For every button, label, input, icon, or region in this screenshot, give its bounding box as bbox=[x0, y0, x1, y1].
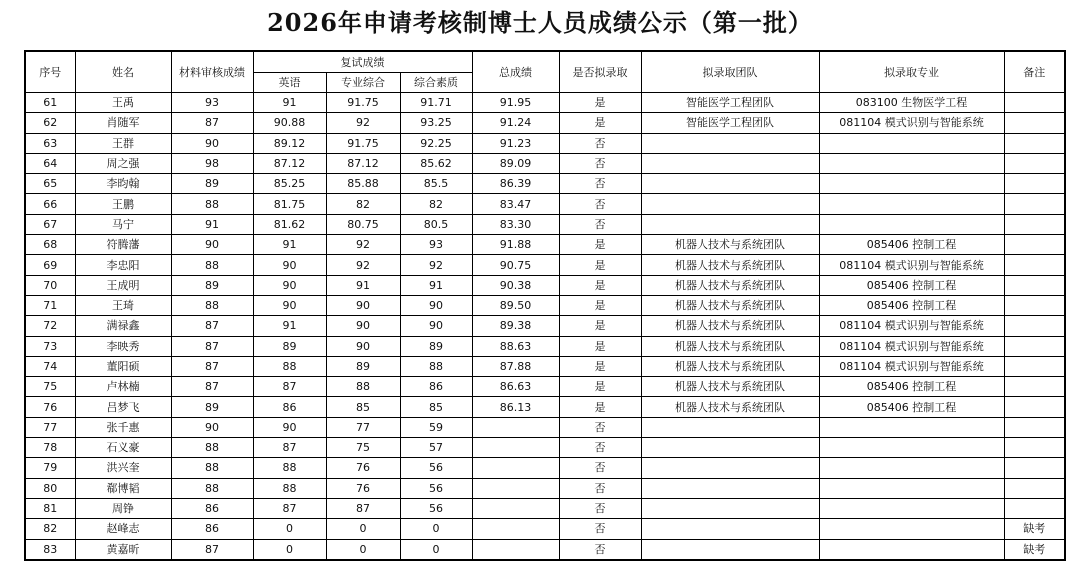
cell-seq: 74 bbox=[25, 356, 75, 376]
cell-team: 机器人技术与系统团队 bbox=[641, 356, 819, 376]
cell-team bbox=[641, 458, 819, 478]
table-row bbox=[25, 255, 1065, 275]
cell-seq: 66 bbox=[25, 194, 75, 214]
cell-admit: 是 bbox=[559, 235, 641, 255]
cell-name: 王琦 bbox=[75, 295, 171, 315]
cell-team: 机器人技术与系统团队 bbox=[641, 295, 819, 315]
cell-team: 机器人技术与系统团队 bbox=[641, 336, 819, 356]
cell-program bbox=[819, 539, 1004, 560]
table-row bbox=[25, 93, 1065, 113]
cell-name: 王鹏 bbox=[75, 194, 171, 214]
cell-program bbox=[819, 498, 1004, 518]
cell-seq: 80 bbox=[25, 478, 75, 498]
cell-material: 89 bbox=[171, 397, 253, 417]
cell-quality: 82 bbox=[400, 194, 472, 214]
header-team: 拟录取团队 bbox=[641, 51, 819, 93]
cell-major: 91 bbox=[326, 275, 400, 295]
cell-name: 周铮 bbox=[75, 498, 171, 518]
cell-seq: 67 bbox=[25, 214, 75, 234]
page-title: 2026年申请考核制博士人员成绩公示（第一批） bbox=[267, 8, 813, 37]
cell-remark bbox=[1004, 438, 1065, 458]
table-row bbox=[25, 438, 1065, 458]
table-row bbox=[25, 174, 1065, 194]
cell-english: 90.88 bbox=[253, 113, 326, 133]
cell-team: 机器人技术与系统团队 bbox=[641, 377, 819, 397]
cell-name: 肖随军 bbox=[75, 113, 171, 133]
cell-program bbox=[819, 478, 1004, 498]
cell-admit: 是 bbox=[559, 275, 641, 295]
cell-material: 88 bbox=[171, 295, 253, 315]
cell-material: 88 bbox=[171, 255, 253, 275]
cell-name: 黄嘉昕 bbox=[75, 539, 171, 560]
table-row bbox=[25, 397, 1065, 417]
cell-program: 081104 模式识别与智能系统 bbox=[819, 316, 1004, 336]
table-row bbox=[25, 417, 1065, 437]
cell-admit: 是 bbox=[559, 93, 641, 113]
cell-english: 0 bbox=[253, 519, 326, 539]
cell-seq: 61 bbox=[25, 93, 75, 113]
cell-program: 085406 控制工程 bbox=[819, 397, 1004, 417]
cell-material: 89 bbox=[171, 174, 253, 194]
cell-english: 91 bbox=[253, 93, 326, 113]
cell-name: 王群 bbox=[75, 133, 171, 153]
cell-program bbox=[819, 153, 1004, 173]
table-row bbox=[25, 316, 1065, 336]
cell-english: 87 bbox=[253, 498, 326, 518]
table-row bbox=[25, 275, 1065, 295]
cell-admit: 否 bbox=[559, 174, 641, 194]
cell-material: 88 bbox=[171, 478, 253, 498]
cell-english: 81.75 bbox=[253, 194, 326, 214]
cell-material: 86 bbox=[171, 519, 253, 539]
results-table bbox=[24, 50, 1066, 561]
cell-remark bbox=[1004, 498, 1065, 518]
cell-english: 90 bbox=[253, 275, 326, 295]
cell-program bbox=[819, 214, 1004, 234]
cell-quality: 85.62 bbox=[400, 153, 472, 173]
cell-remark bbox=[1004, 458, 1065, 478]
cell-program bbox=[819, 194, 1004, 214]
cell-program bbox=[819, 458, 1004, 478]
cell-program: 081104 模式识别与智能系统 bbox=[819, 255, 1004, 275]
cell-remark bbox=[1004, 194, 1065, 214]
cell-quality: 91 bbox=[400, 275, 472, 295]
cell-admit: 是 bbox=[559, 356, 641, 376]
header-material: 材料审核成绩 bbox=[171, 51, 253, 93]
cell-name: 吕梦飞 bbox=[75, 397, 171, 417]
cell-major: 92 bbox=[326, 113, 400, 133]
cell-total: 88.63 bbox=[472, 336, 559, 356]
cell-admit: 否 bbox=[559, 539, 641, 560]
table-body bbox=[25, 93, 1065, 560]
cell-total: 89.09 bbox=[472, 153, 559, 173]
cell-material: 89 bbox=[171, 275, 253, 295]
cell-quality: 0 bbox=[400, 519, 472, 539]
cell-major: 92 bbox=[326, 235, 400, 255]
cell-quality: 93 bbox=[400, 235, 472, 255]
cell-english: 86 bbox=[253, 397, 326, 417]
cell-major: 0 bbox=[326, 519, 400, 539]
table-row bbox=[25, 498, 1065, 518]
cell-total bbox=[472, 438, 559, 458]
cell-quality: 90 bbox=[400, 295, 472, 315]
cell-remark bbox=[1004, 153, 1065, 173]
cell-name: 马宁 bbox=[75, 214, 171, 234]
cell-seq: 72 bbox=[25, 316, 75, 336]
table-row bbox=[25, 214, 1065, 234]
cell-seq: 76 bbox=[25, 397, 75, 417]
cell-quality: 91.71 bbox=[400, 93, 472, 113]
cell-major: 90 bbox=[326, 295, 400, 315]
cell-english: 87.12 bbox=[253, 153, 326, 173]
cell-material: 90 bbox=[171, 235, 253, 255]
cell-name: 郗博韬 bbox=[75, 478, 171, 498]
cell-remark bbox=[1004, 235, 1065, 255]
cell-program: 085406 控制工程 bbox=[819, 275, 1004, 295]
cell-major: 87.12 bbox=[326, 153, 400, 173]
cell-admit: 否 bbox=[559, 519, 641, 539]
cell-seq: 81 bbox=[25, 498, 75, 518]
cell-total bbox=[472, 539, 559, 560]
cell-english: 88 bbox=[253, 478, 326, 498]
cell-team: 智能医学工程团队 bbox=[641, 93, 819, 113]
cell-major: 0 bbox=[326, 539, 400, 560]
cell-admit: 否 bbox=[559, 214, 641, 234]
cell-team bbox=[641, 194, 819, 214]
header-english: 英语 bbox=[253, 73, 326, 93]
cell-admit: 是 bbox=[559, 255, 641, 275]
header-name: 姓名 bbox=[75, 51, 171, 93]
cell-team: 机器人技术与系统团队 bbox=[641, 275, 819, 295]
cell-team bbox=[641, 539, 819, 560]
cell-name: 卢林楠 bbox=[75, 377, 171, 397]
cell-seq: 78 bbox=[25, 438, 75, 458]
cell-english: 91 bbox=[253, 235, 326, 255]
cell-admit: 否 bbox=[559, 194, 641, 214]
cell-remark bbox=[1004, 316, 1065, 336]
cell-quality: 56 bbox=[400, 498, 472, 518]
cell-remark bbox=[1004, 133, 1065, 153]
cell-major: 85.88 bbox=[326, 174, 400, 194]
cell-name: 李映秀 bbox=[75, 336, 171, 356]
cell-major: 89 bbox=[326, 356, 400, 376]
cell-total: 91.23 bbox=[472, 133, 559, 153]
table-row bbox=[25, 478, 1065, 498]
cell-quality: 59 bbox=[400, 417, 472, 437]
cell-name: 石义豪 bbox=[75, 438, 171, 458]
cell-admit: 否 bbox=[559, 133, 641, 153]
cell-english: 81.62 bbox=[253, 214, 326, 234]
cell-remark bbox=[1004, 214, 1065, 234]
cell-program: 083100 生物医学工程 bbox=[819, 93, 1004, 113]
header-admit: 是否拟录取 bbox=[559, 51, 641, 93]
cell-english: 90 bbox=[253, 417, 326, 437]
cell-total: 86.13 bbox=[472, 397, 559, 417]
table-row bbox=[25, 235, 1065, 255]
cell-remark bbox=[1004, 174, 1065, 194]
cell-admit: 否 bbox=[559, 153, 641, 173]
table-row bbox=[25, 153, 1065, 173]
cell-total bbox=[472, 458, 559, 478]
cell-major: 76 bbox=[326, 478, 400, 498]
cell-quality: 56 bbox=[400, 478, 472, 498]
cell-seq: 70 bbox=[25, 275, 75, 295]
cell-major: 88 bbox=[326, 377, 400, 397]
cell-material: 93 bbox=[171, 93, 253, 113]
cell-seq: 79 bbox=[25, 458, 75, 478]
cell-admit: 是 bbox=[559, 377, 641, 397]
cell-material: 90 bbox=[171, 417, 253, 437]
table-row bbox=[25, 295, 1065, 315]
cell-total: 89.50 bbox=[472, 295, 559, 315]
cell-name: 符腾藩 bbox=[75, 235, 171, 255]
cell-total: 91.95 bbox=[472, 93, 559, 113]
cell-major: 90 bbox=[326, 336, 400, 356]
table-row bbox=[25, 113, 1065, 133]
cell-admit: 否 bbox=[559, 478, 641, 498]
cell-major: 77 bbox=[326, 417, 400, 437]
cell-team bbox=[641, 174, 819, 194]
cell-total: 90.38 bbox=[472, 275, 559, 295]
table-row bbox=[25, 539, 1065, 560]
cell-total: 87.88 bbox=[472, 356, 559, 376]
cell-name: 董阳硕 bbox=[75, 356, 171, 376]
table-row bbox=[25, 519, 1065, 539]
cell-seq: 83 bbox=[25, 539, 75, 560]
table-row bbox=[25, 458, 1065, 478]
cell-remark bbox=[1004, 478, 1065, 498]
cell-quality: 0 bbox=[400, 539, 472, 560]
cell-name: 王成明 bbox=[75, 275, 171, 295]
cell-major: 80.75 bbox=[326, 214, 400, 234]
cell-major: 91.75 bbox=[326, 93, 400, 113]
cell-quality: 80.5 bbox=[400, 214, 472, 234]
cell-remark bbox=[1004, 295, 1065, 315]
table-row bbox=[25, 194, 1065, 214]
cell-program bbox=[819, 417, 1004, 437]
cell-total: 83.47 bbox=[472, 194, 559, 214]
cell-team bbox=[641, 133, 819, 153]
table-row bbox=[25, 336, 1065, 356]
cell-total: 91.24 bbox=[472, 113, 559, 133]
cell-material: 87 bbox=[171, 113, 253, 133]
header-program: 拟录取专业 bbox=[819, 51, 1004, 93]
cell-major: 82 bbox=[326, 194, 400, 214]
cell-admit: 是 bbox=[559, 397, 641, 417]
cell-english: 89.12 bbox=[253, 133, 326, 153]
cell-material: 88 bbox=[171, 438, 253, 458]
cell-major: 90 bbox=[326, 316, 400, 336]
cell-program bbox=[819, 133, 1004, 153]
cell-remark bbox=[1004, 255, 1065, 275]
cell-team bbox=[641, 417, 819, 437]
cell-team bbox=[641, 438, 819, 458]
cell-quality: 89 bbox=[400, 336, 472, 356]
cell-admit: 是 bbox=[559, 295, 641, 315]
header-remark: 备注 bbox=[1004, 51, 1065, 93]
cell-english: 88 bbox=[253, 458, 326, 478]
cell-name: 李昀翰 bbox=[75, 174, 171, 194]
cell-program bbox=[819, 438, 1004, 458]
cell-major: 87 bbox=[326, 498, 400, 518]
cell-remark bbox=[1004, 397, 1065, 417]
cell-program: 085406 控制工程 bbox=[819, 377, 1004, 397]
cell-material: 88 bbox=[171, 458, 253, 478]
cell-major: 75 bbox=[326, 438, 400, 458]
cell-remark bbox=[1004, 93, 1065, 113]
header-total: 总成绩 bbox=[472, 51, 559, 93]
cell-english: 91 bbox=[253, 316, 326, 336]
cell-major: 85 bbox=[326, 397, 400, 417]
header-quality: 综合素质 bbox=[400, 73, 472, 93]
cell-english: 90 bbox=[253, 295, 326, 315]
cell-total bbox=[472, 519, 559, 539]
cell-total: 86.39 bbox=[472, 174, 559, 194]
cell-english: 0 bbox=[253, 539, 326, 560]
cell-english: 90 bbox=[253, 255, 326, 275]
cell-total: 90.75 bbox=[472, 255, 559, 275]
cell-team bbox=[641, 478, 819, 498]
cell-material: 87 bbox=[171, 336, 253, 356]
cell-quality: 92.25 bbox=[400, 133, 472, 153]
cell-remark bbox=[1004, 336, 1065, 356]
table-row bbox=[25, 356, 1065, 376]
cell-seq: 77 bbox=[25, 417, 75, 437]
cell-total bbox=[472, 478, 559, 498]
cell-total: 89.38 bbox=[472, 316, 559, 336]
cell-major: 91.75 bbox=[326, 133, 400, 153]
cell-seq: 69 bbox=[25, 255, 75, 275]
cell-remark: 缺考 bbox=[1004, 539, 1065, 560]
cell-team bbox=[641, 214, 819, 234]
cell-total bbox=[472, 417, 559, 437]
cell-admit: 否 bbox=[559, 498, 641, 518]
cell-quality: 85.5 bbox=[400, 174, 472, 194]
cell-quality: 93.25 bbox=[400, 113, 472, 133]
header-seq: 序号 bbox=[25, 51, 75, 93]
table-row bbox=[25, 133, 1065, 153]
cell-material: 90 bbox=[171, 133, 253, 153]
cell-seq: 62 bbox=[25, 113, 75, 133]
cell-admit: 否 bbox=[559, 438, 641, 458]
cell-english: 85.25 bbox=[253, 174, 326, 194]
cell-seq: 73 bbox=[25, 336, 75, 356]
cell-admit: 否 bbox=[559, 458, 641, 478]
cell-major: 76 bbox=[326, 458, 400, 478]
cell-quality: 85 bbox=[400, 397, 472, 417]
cell-program bbox=[819, 519, 1004, 539]
header-major: 专业综合 bbox=[326, 73, 400, 93]
cell-program: 081104 模式识别与智能系统 bbox=[819, 113, 1004, 133]
cell-name: 张千惠 bbox=[75, 417, 171, 437]
cell-remark bbox=[1004, 275, 1065, 295]
cell-seq: 82 bbox=[25, 519, 75, 539]
cell-remark: 缺考 bbox=[1004, 519, 1065, 539]
cell-team: 机器人技术与系统团队 bbox=[641, 255, 819, 275]
cell-remark bbox=[1004, 417, 1065, 437]
cell-total: 83.30 bbox=[472, 214, 559, 234]
cell-total: 91.88 bbox=[472, 235, 559, 255]
cell-material: 87 bbox=[171, 539, 253, 560]
cell-team: 机器人技术与系统团队 bbox=[641, 235, 819, 255]
cell-seq: 68 bbox=[25, 235, 75, 255]
cell-remark bbox=[1004, 377, 1065, 397]
cell-quality: 90 bbox=[400, 316, 472, 336]
table-row bbox=[25, 377, 1065, 397]
cell-material: 87 bbox=[171, 356, 253, 376]
cell-seq: 65 bbox=[25, 174, 75, 194]
cell-name: 李忠阳 bbox=[75, 255, 171, 275]
cell-program: 085406 控制工程 bbox=[819, 235, 1004, 255]
cell-team bbox=[641, 153, 819, 173]
cell-team: 智能医学工程团队 bbox=[641, 113, 819, 133]
cell-admit: 是 bbox=[559, 336, 641, 356]
cell-program bbox=[819, 174, 1004, 194]
cell-seq: 75 bbox=[25, 377, 75, 397]
cell-quality: 56 bbox=[400, 458, 472, 478]
cell-team bbox=[641, 519, 819, 539]
cell-english: 89 bbox=[253, 336, 326, 356]
cell-program: 081104 模式识别与智能系统 bbox=[819, 336, 1004, 356]
cell-english: 87 bbox=[253, 377, 326, 397]
cell-admit: 是 bbox=[559, 316, 641, 336]
cell-quality: 57 bbox=[400, 438, 472, 458]
cell-name: 洪兴奎 bbox=[75, 458, 171, 478]
cell-english: 88 bbox=[253, 356, 326, 376]
header-retest: 复试成绩 bbox=[253, 51, 472, 73]
cell-admit: 是 bbox=[559, 113, 641, 133]
cell-remark bbox=[1004, 113, 1065, 133]
cell-material: 87 bbox=[171, 377, 253, 397]
cell-quality: 92 bbox=[400, 255, 472, 275]
cell-material: 86 bbox=[171, 498, 253, 518]
cell-material: 87 bbox=[171, 316, 253, 336]
cell-program: 085406 控制工程 bbox=[819, 295, 1004, 315]
cell-admit: 否 bbox=[559, 417, 641, 437]
cell-remark bbox=[1004, 356, 1065, 376]
cell-quality: 88 bbox=[400, 356, 472, 376]
cell-name: 满禄鑫 bbox=[75, 316, 171, 336]
cell-program: 081104 模式识别与智能系统 bbox=[819, 356, 1004, 376]
cell-quality: 86 bbox=[400, 377, 472, 397]
cell-seq: 71 bbox=[25, 295, 75, 315]
cell-team: 机器人技术与系统团队 bbox=[641, 397, 819, 417]
cell-total bbox=[472, 498, 559, 518]
cell-material: 91 bbox=[171, 214, 253, 234]
cell-total: 86.63 bbox=[472, 377, 559, 397]
cell-name: 周之强 bbox=[75, 153, 171, 173]
cell-team: 机器人技术与系统团队 bbox=[641, 316, 819, 336]
cell-seq: 63 bbox=[25, 133, 75, 153]
cell-name: 王禹 bbox=[75, 93, 171, 113]
cell-team bbox=[641, 498, 819, 518]
cell-seq: 64 bbox=[25, 153, 75, 173]
cell-material: 98 bbox=[171, 153, 253, 173]
cell-english: 87 bbox=[253, 438, 326, 458]
cell-material: 88 bbox=[171, 194, 253, 214]
cell-name: 赵峰志 bbox=[75, 519, 171, 539]
cell-major: 92 bbox=[326, 255, 400, 275]
